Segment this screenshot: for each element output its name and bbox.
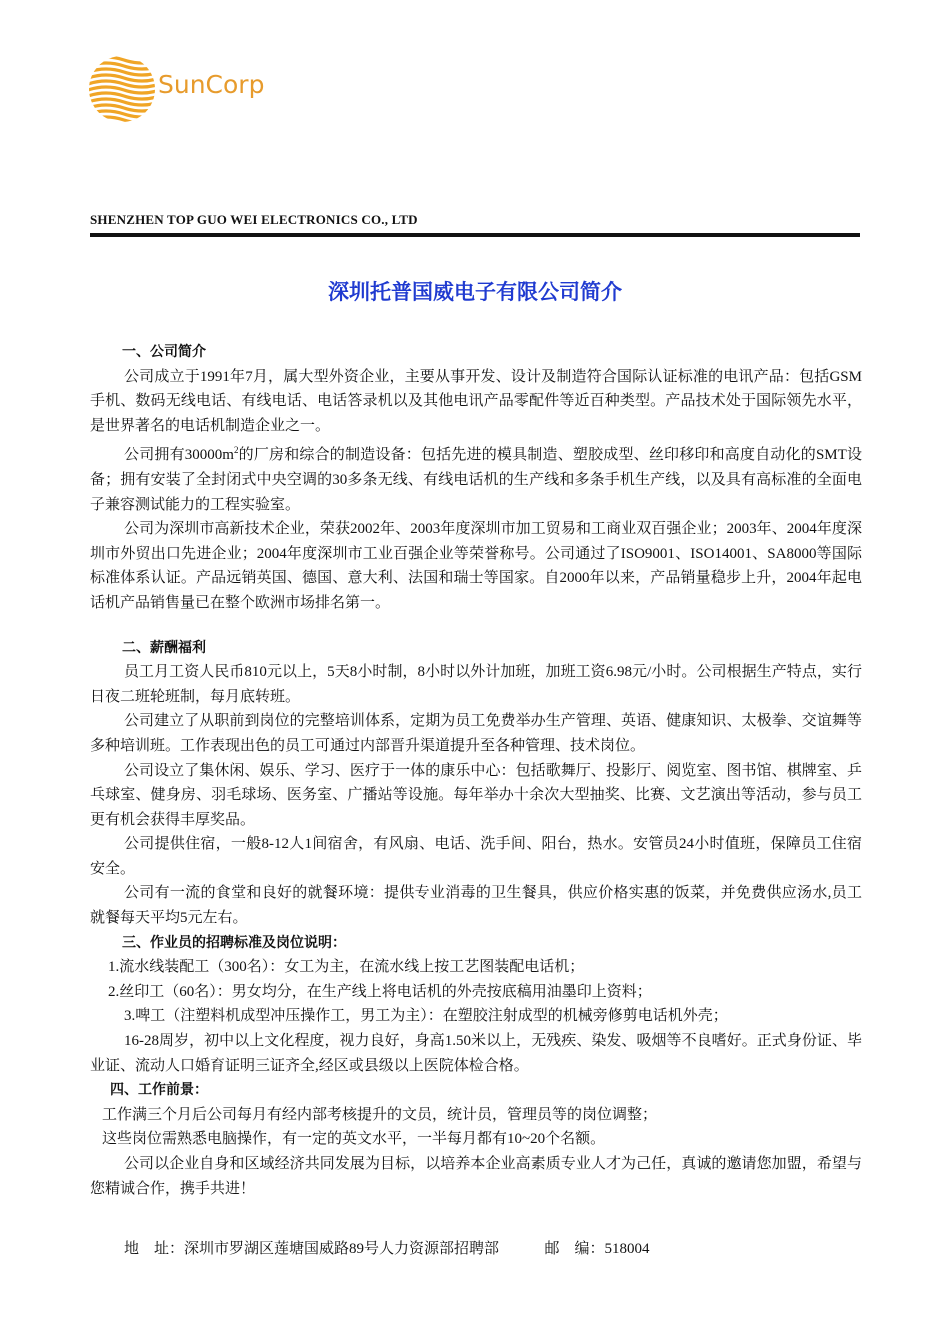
logo-wordmark: SunCorp bbox=[158, 70, 265, 99]
paragraph: 公司提供住宿，一般8-12人1间宿舍，有风扇、电话、洗手间、阳台，热水。安管员24小时值班，保障员工住宿安全。 bbox=[90, 836, 862, 877]
section-heading: 二、薪酬福利 bbox=[122, 639, 206, 656]
document-body bbox=[90, 340, 862, 1201]
section-heading: 一、公司简介 bbox=[122, 344, 206, 360]
paragraph: 公司为深圳市高新技术企业，荣获2002年、2003年度深圳市加工贸易和工商业双百强企业；2003年、2004年度深圳市外贸出口先进企业；2004年度深圳市工业百强企业等荣誉称号。公司通过了ISO9001、ISO14001、SA8000等国际标准体系认证。产品远销英国、德国、意大利、法国和瑞士等国家。自2000年以来，产品销量稳步上升，2004年起电话机产品销售量已在整个欧洲市场排名第一。 bbox=[90, 521, 862, 611]
paragraph: 公司成立于1991年7月，属大型外资企业，主要从事开发、设计及制造符合国际认证标准的电讯产品：包括GSM手机、数码无线电话、有线电话、电话答录机以及其他电讯产品零配件等近百种类型。产品技术处于国际领先水平，是世界著名的电话机制造企业之一。 bbox=[90, 368, 862, 434]
paragraph: 公司设立了集休闲、娱乐、学习、医疗于一体的康乐中心：包括歌舞厅、投影厅、阅览室、图书馆、棋牌室、乒乓球室、健身房、羽毛球场、医务室、广播站等设施。每年举办十余次大型抽奖、比赛、文艺演出等活动，参与员工更有机会获得丰厚奖品。 bbox=[90, 762, 862, 828]
header-divider bbox=[90, 233, 860, 237]
list-item: 3.啤工（注塑料机成型冲压操作工，男工为主）：在塑胶注射成型的机械旁修剪电话机外壳； bbox=[124, 1008, 728, 1025]
paragraph: 16-28周岁，初中以上文化程度，视力良好，身高1.50米以上，无残疾、染发、吸烟等不良嗜好。正式身份证、毕业证、流动人口婚育证明三证齐全,经区或县级以上医院体检合格。 bbox=[90, 1033, 862, 1074]
footer-contact bbox=[124, 1237, 650, 1258]
section-heading: 四、工作前景： bbox=[110, 1082, 208, 1099]
paragraph: 公司建立了从职前到岗位的完整培训体系，定期为员工免费举办生产管理、英语、健康知识、太极拳、交谊舞等多种培训班。工作表现出色的员工可通过内部晋升渠道提升至各种管理、技术岗位。 bbox=[90, 713, 862, 754]
address-label: 地 址： bbox=[124, 1241, 185, 1257]
paragraph: 公司拥有$30000m^2$的厂房和综合的制造设备：包括先进的模具制造、塑胶成型、丝印移印和高度自动化的SMT设备；拥有安装了全封闭式中央空调的30多条无线、有线电话机的生产线和多条手机生产线，以及具有高标准的全面电子兼容测试能力的工程实验室。 bbox=[90, 445, 862, 513]
sun-wave-icon bbox=[88, 54, 160, 124]
list-item: 这些岗位需熟悉电脑操作，有一定的英文水平，一半每月都有10~20个名额。 bbox=[102, 1131, 606, 1148]
postcode-value: 518004 bbox=[604, 1241, 650, 1257]
paragraph: 公司有一流的食堂和良好的就餐环境：提供专业消毒的卫生餐具，供应价格实惠的饭菜，并免费供应汤水,员工就餐每天平均5元左右。 bbox=[90, 885, 862, 927]
paragraph: 员工月工资人民币810元以上，5天8小时制，8小时以外计加班，加班工资6.98元/小时。公司根据生产特点，实行日夜二班轮班制，每月底转班。 bbox=[90, 664, 862, 705]
section-heading: 三、作业员的招聘标准及岗位说明： bbox=[122, 934, 346, 951]
paragraph: 公司以企业自身和区域经济共同发展为目标，以培养本企业高素质专业人才为己任，真诚的邀请您加盟，希望与您精诚合作，携手共进！ bbox=[90, 1156, 862, 1197]
company-english-name: SHENZHEN TOP GUO WEI ELECTRONICS CO., LTD bbox=[90, 212, 418, 227]
postcode-label: 邮 编： bbox=[544, 1241, 605, 1257]
list-item: 工作满三个月后公司每月有经内部考核提升的文员，统计员，管理员等的岗位调整； bbox=[102, 1106, 658, 1123]
list-item: 2.丝印工（60名）：男女均分，在生产线上将电话机的外壳按底稿用油墨印上资料； bbox=[108, 983, 652, 1000]
list-item: 1.流水线装配工（300名）：女工为主，在流水线上按工艺图装配电话机； bbox=[108, 959, 585, 976]
page-title: 深圳托普国威电子有限公司简介 bbox=[328, 279, 622, 304]
address-value: 深圳市罗湖区莲塘国威路89号人力资源部招聘部 bbox=[184, 1241, 500, 1257]
